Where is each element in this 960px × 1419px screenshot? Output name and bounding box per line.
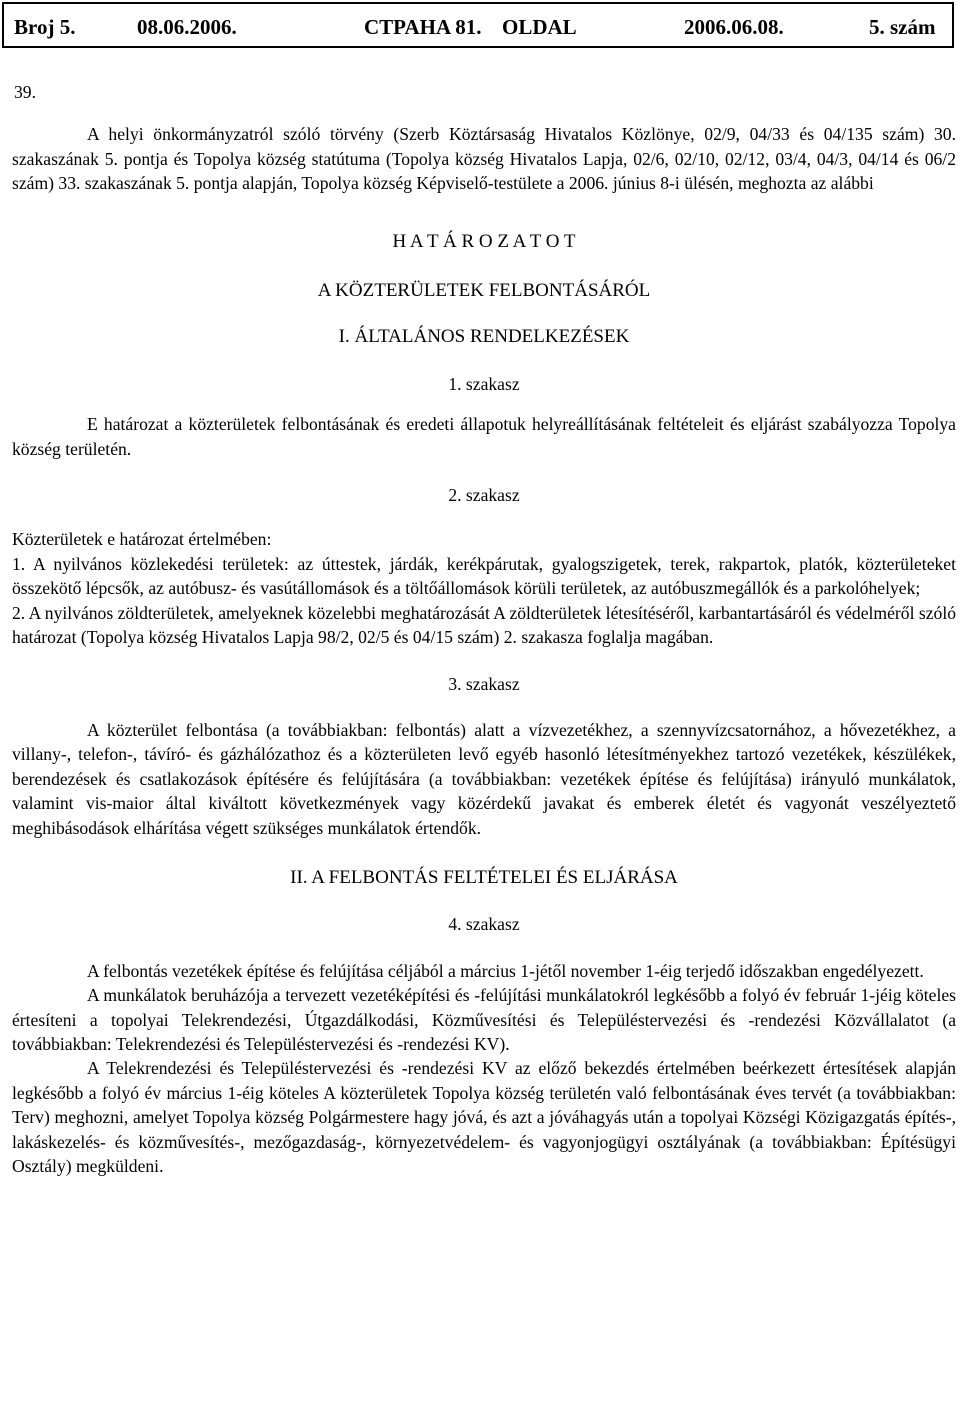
- section-2-item-1: 1. A nyilvános közlekedési területek: az úttestek, járdák, kerékpárutak, gyalogszigetek, terek, rakpartok, platók, közterületeket összekötő lépcsők, az autóbusz- és vasútállomások és a töltőállomások körüli területek, az autóbuszmegállók és a parkolóhelyek;: [12, 553, 956, 599]
- section-3-heading: 3. szakasz: [448, 673, 520, 694]
- section-1-heading: 1. szakasz: [448, 373, 520, 394]
- section-4-paragraph-1: A felbontás vezetékek építése és felújítása céljából a március 1-jétől november 1-éig terjedő időszakban engedélyezett.: [87, 960, 924, 981]
- section-4-paragraph-2: A munkálatok beruházója a tervezett vezetéképítési és -felújítási munkálatokról legkésőbb a folyó év február 1-jéig köteles értesíteni a topolyai Telekrendezési, Útgazdálkodási, Közművesítési és Településtervezési és -rendezési Közvállalatot (a továbbiakban: Telekrendezési és Településtervezési és -rendezési KV).: [12, 985, 956, 1054]
- document-number: 39.: [14, 82, 36, 102]
- section-4-paragraph-3: A Telekrendezési és Településtervezési és -rendezési KV az előző bekezdés értelmében beérkezett értesítések alapján legkésőbb a folyó év március 1-éig köteles A közterületek Topolya község területén való felbontásának éves tervét (a továbbiakban: Terv) meghozni, amelyet Topolya község Polgármestere hagy jóvá, és azt a jóváhagyás után a topolyai Községi Közigazgatás építés-, lakáskezelés- és közművesítés-, mezőgazdaság-, környezetvédelem- és vagyonjogügyi osztályának (a továbbiakban: Építésügyi Osztály) megküldeni.: [12, 1058, 956, 1176]
- chapter-2-heading: II. A FELBONTÁS FELTÉTELEI ÉS ELJÁRÁSA: [290, 866, 678, 888]
- issue-number-hu: Broj 5.: [14, 15, 76, 39]
- document-subtitle: A KÖZTERÜLETEK FELBONTÁSÁRÓL: [317, 280, 651, 302]
- document-title: H A T Á R O Z A T O T: [392, 230, 576, 252]
- section-4-heading: 4. szakasz: [448, 914, 520, 935]
- issue-number-sr: 5. szám: [869, 15, 936, 39]
- section-2-intro: Közterületek e határozat értelmében:: [12, 529, 272, 550]
- section-3-text: A közterület felbontása (a továbbiakban: felbontás) alatt a vízvezetékhez, a szennyvízcsatornához, a hővezetékhez, a villany-, telefon-, távíró- és gázhálózathoz és a közterületen levő egyéb hasonló létesítményekhez tartozó vezetékek, készülékek, berendezések és csatlakozások építésére és felújítására (a továbbiakban: vezetékek építése és felújítása) irányuló munkálatok, valamint vis-maior által kiváltott következmények vagy közérdekű javakat és emberek életét és vagyonát veszélyeztető meghibásodások elhárítása végett szükséges munkálatok értendők.: [12, 719, 956, 838]
- page-label-sr: CTPAHA 81.: [364, 15, 482, 39]
- section-1-text: E határozat a közterületek felbontásának és eredeti állapotuk helyreállításának feltételeit és eljárást szabályozza Topolya község területén.: [12, 414, 956, 459]
- page-header: [2, 2, 954, 48]
- chapter-1-heading: I. ÁLTALÁNOS RENDELKEZÉSEK: [338, 326, 630, 348]
- preamble: A helyi önkormányzatról szóló törvény (Szerb Köztársaság Hivatalos Közlönye, 02/9, 04/33 és 04/135 szám) 30. szakaszának 5. pontja és Topolya község statútuma (Topolya község Hivatalos Lapja, 02/6, 02/10, 02/12, 03/4, 04/3, 04/14 és 06/2 szám) 33. szakaszának 5. pontja alapján, Topolya község Képviselő-testülete a 2006. június 8-i ülésén, meghozta az alábbi: [12, 124, 956, 194]
- document-body: [12, 80, 956, 1178]
- section-2-heading: 2. szakasz: [448, 485, 520, 506]
- section-2-item-2: 2. A nyilvános zöldterületek, amelyeknek közelebbi meghatározását A zöldterületek létesítéséről, karbantartásáról és védelméről szóló határozat (Topolya község Hivatalos Lapja 98/2, 02/5 és 04/15 szám) 2. szakasza foglalja magában.: [12, 602, 956, 648]
- date-sr: 08.06.2006.: [137, 15, 237, 39]
- date-hu: 2006.06.08.: [684, 15, 784, 39]
- page-label-hu: OLDAL: [502, 15, 577, 39]
